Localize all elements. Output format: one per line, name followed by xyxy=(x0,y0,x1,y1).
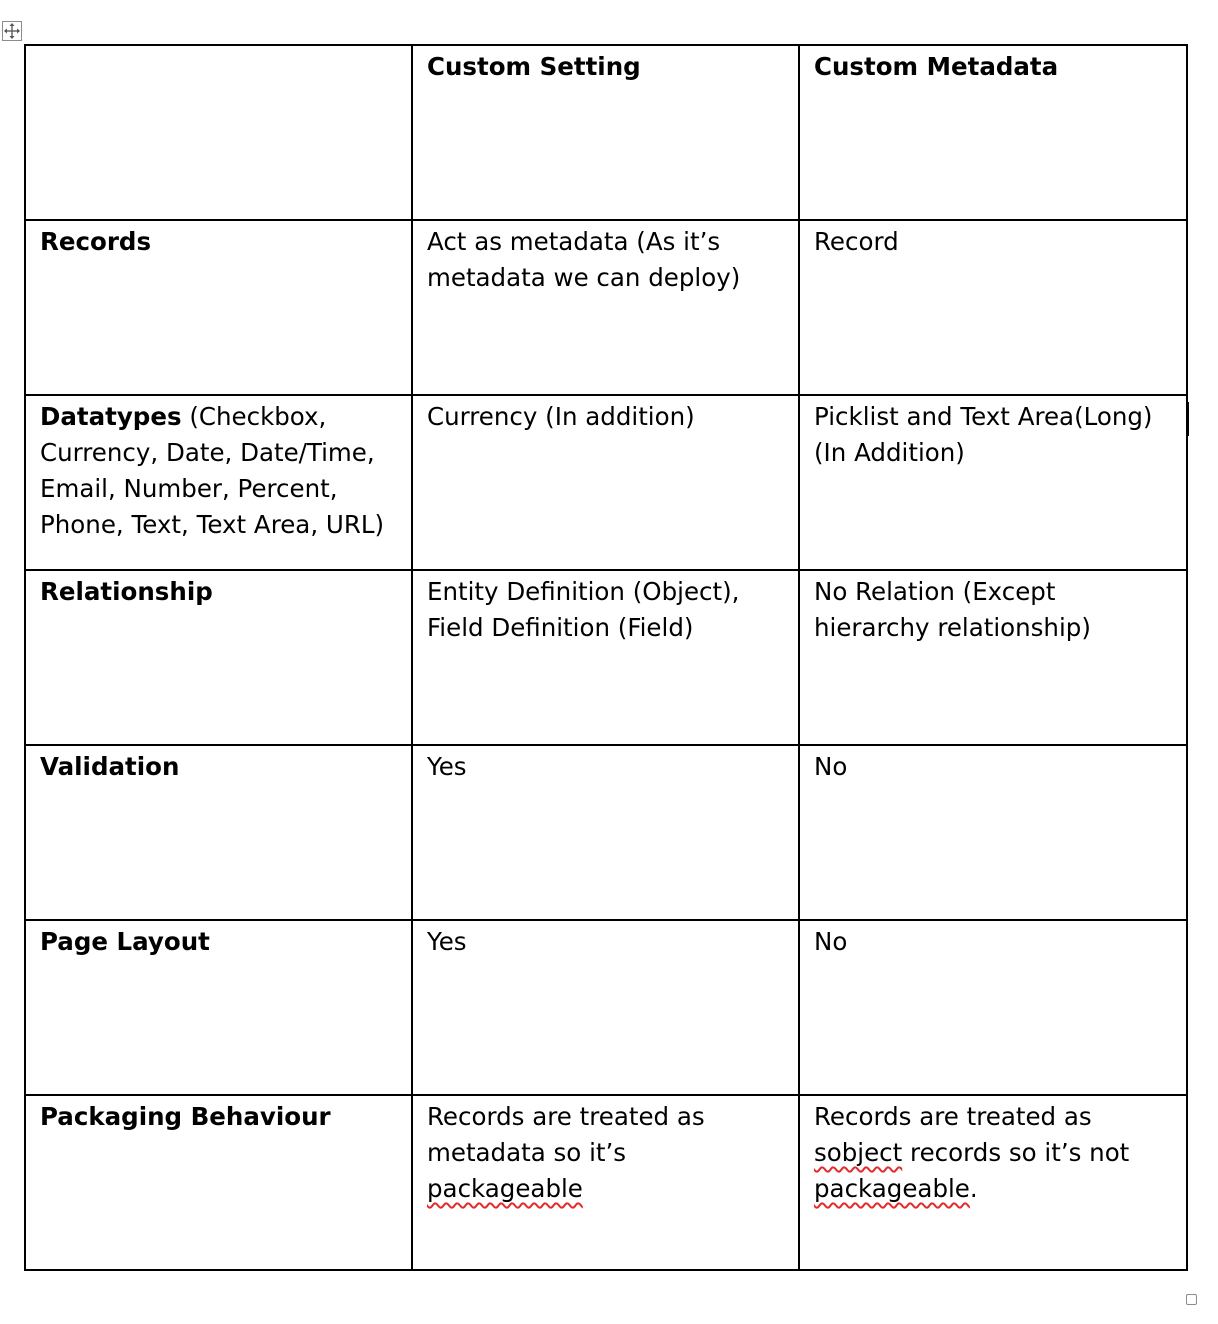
row-label-cell[interactable] xyxy=(25,920,412,1095)
row-label-cell[interactable] xyxy=(25,1095,412,1270)
packaging-custom-metadata-suffix: . xyxy=(969,1174,978,1203)
custom-metadata-cell[interactable] xyxy=(799,745,1187,920)
datatypes-detail-text: (Checkbox, Currency, Date, Date/Time, Email, Number, Percent, Phone, Text, Text Area, URL) xyxy=(40,402,385,539)
custom-metadata-cell[interactable] xyxy=(799,220,1187,395)
datatypes-custom-metadata-line2: (In Addition) xyxy=(814,438,965,467)
header-custom-setting-cell[interactable] xyxy=(412,45,799,220)
table-row-page-layout xyxy=(25,920,1187,1095)
custom-metadata-cell[interactable] xyxy=(799,1095,1187,1270)
row-label-cell[interactable] xyxy=(25,570,412,745)
table-row-header xyxy=(25,45,1187,220)
row-label-validation: Validation xyxy=(40,752,180,781)
row-label-cell[interactable] xyxy=(25,220,412,395)
packaging-custom-setting-text: Records are treated as metadata so it’s xyxy=(427,1102,705,1167)
header-custom-setting: Custom Setting xyxy=(427,52,641,81)
custom-setting-cell[interactable] xyxy=(412,395,799,570)
row-label-page-layout: Page Layout xyxy=(40,927,210,956)
records-custom-metadata-text: Record xyxy=(814,227,899,256)
custom-setting-cell[interactable] xyxy=(412,1095,799,1270)
custom-metadata-cell[interactable] xyxy=(799,395,1187,570)
relationship-custom-metadata-text: No Relation (Except hierarchy relationship) xyxy=(814,577,1091,642)
custom-setting-cell[interactable] xyxy=(412,220,799,395)
table-row-datatypes xyxy=(25,395,1187,570)
datatypes-custom-setting-text: Currency (In addition) xyxy=(427,402,695,431)
spellcheck-flagged-word[interactable]: packageable xyxy=(427,1174,583,1203)
table-resize-handle[interactable] xyxy=(1186,1294,1197,1305)
table-row-records xyxy=(25,220,1187,395)
spellcheck-flagged-word[interactable]: packageable xyxy=(814,1174,970,1203)
datatypes-custom-metadata-line1: Picklist and Text Area(Long) xyxy=(814,402,1153,431)
custom-setting-cell[interactable] xyxy=(412,570,799,745)
row-label-datatypes: Datatypes xyxy=(40,402,182,431)
validation-custom-metadata-text: No xyxy=(814,752,848,781)
row-label-cell[interactable] xyxy=(25,395,412,570)
table-row-relationship xyxy=(25,570,1187,745)
comparison-table xyxy=(24,44,1188,1271)
text-cursor xyxy=(1187,402,1189,436)
custom-metadata-cell[interactable] xyxy=(799,920,1187,1095)
records-custom-setting-text: Act as metadata (As it’s metadata we can deploy) xyxy=(427,227,741,292)
row-label-cell[interactable] xyxy=(25,745,412,920)
header-corner-cell[interactable] xyxy=(25,45,412,220)
custom-setting-cell[interactable] xyxy=(412,745,799,920)
table-row-packaging-behaviour xyxy=(25,1095,1187,1270)
custom-metadata-cell[interactable] xyxy=(799,570,1187,745)
row-label-packaging-behaviour: Packaging Behaviour xyxy=(40,1102,331,1131)
validation-custom-setting-text: Yes xyxy=(427,752,467,781)
header-custom-metadata: Custom Metadata xyxy=(814,52,1059,81)
packaging-custom-metadata-middle: records so it’s not xyxy=(902,1138,1130,1167)
spellcheck-flagged-word[interactable]: sobject xyxy=(814,1138,903,1167)
header-custom-metadata-cell[interactable] xyxy=(799,45,1187,220)
custom-setting-cell[interactable] xyxy=(412,920,799,1095)
packaging-custom-metadata-prefix: Records are treated as xyxy=(814,1102,1092,1131)
page-layout-custom-setting-text: Yes xyxy=(427,927,467,956)
page-layout-custom-metadata-text: No xyxy=(814,927,848,956)
row-label-records: Records xyxy=(40,227,152,256)
row-label-relationship: Relationship xyxy=(40,577,213,606)
relationship-custom-setting-text: Entity Definition (Object), Field Definition (Field) xyxy=(427,577,740,642)
table-row-validation xyxy=(25,745,1187,920)
table-move-handle-icon[interactable] xyxy=(2,21,22,41)
